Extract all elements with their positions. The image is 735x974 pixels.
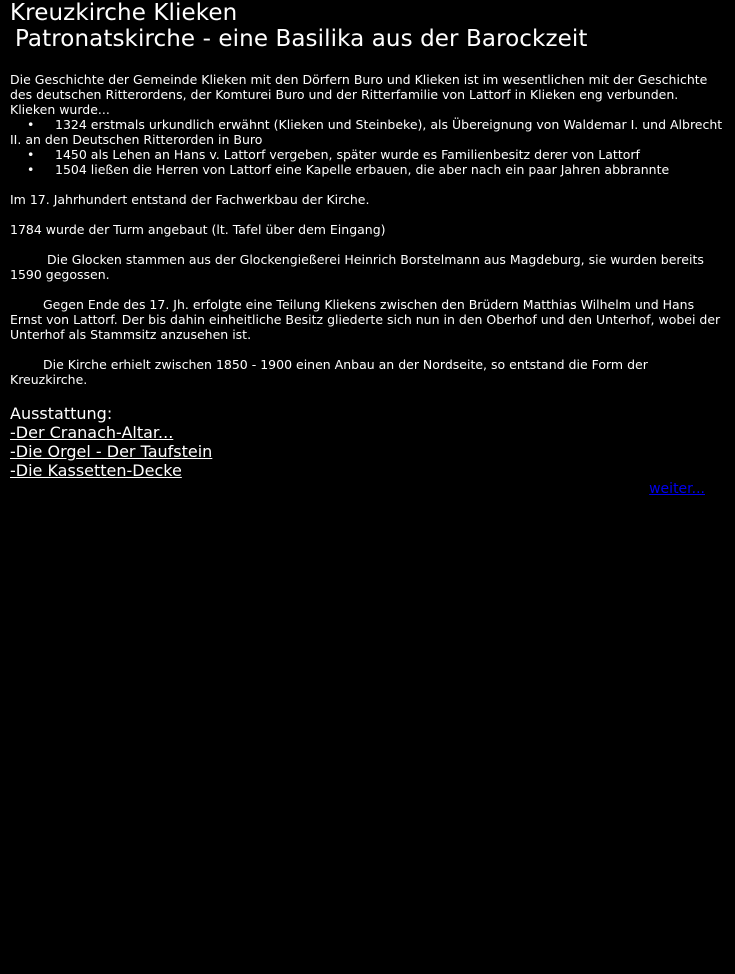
list-item (10, 162, 725, 177)
paragraph-glocken: Die Glocken stammen aus der Glockengießerei Heinrich Borstelmann aus Magdeburg, sie wurden bereits 1590 gegossen. (10, 252, 704, 282)
more-link-row (10, 480, 725, 499)
page-title (10, 0, 725, 52)
link-kassetten-decke[interactable]: -Die Kassetten-Decke (10, 461, 182, 480)
link-cranach-altar[interactable]: -Der Cranach-Altar... (10, 423, 174, 442)
title-main: Kreuzkirche Klieken (10, 0, 238, 26)
intro-lead: Klieken wurde... (10, 102, 110, 117)
list-item-text: 1504 ließen die Herren von Lattorf eine Kapelle erbauen, die aber nach ein paar Jahren abbrannte (55, 162, 670, 177)
paragraph-fachwerk: Im 17. Jahrhundert entstand der Fachwerkbau der Kirche. (10, 192, 370, 207)
bullet-icon: • (27, 147, 35, 162)
spacer (10, 207, 725, 222)
spacer (10, 237, 725, 252)
spacer (10, 177, 725, 192)
paragraph-teilung: Gegen Ende des 17. Jh. erfolgte eine Teilung Kliekens zwischen den Brüdern Matthias Wilhelm und Hans Ernst von Lattorf. Der bis dahin einheitliche Besitz gliederte sich nun in den Oberhof und den Unterhof, wobei der Unterhof als Stammsitz anzusehen ist. (10, 297, 721, 342)
spacer (10, 282, 725, 297)
list-item-text: 1324 erstmals urkundlich erwähnt (Klieken und Steinbeke), als Übereignung von Waldemar I. und Albrecht II. an den Deutschen Ritterorden in Buro (10, 117, 723, 147)
paragraph-turm: 1784 wurde der Turm angebaut (lt. Tafel über dem Eingang) (10, 222, 386, 237)
bullet-icon: • (27, 162, 35, 177)
bullet-icon: • (27, 117, 35, 132)
intro-paragraph: Die Geschichte der Gemeinde Klieken mit den Dörfern Buro und Klieken ist im wesentlichen mit der Geschichte des deutschen Ritterordens, der Komturei Buro und der Ritterfamilie von Lattorf in Klieken eng verbunden. (10, 72, 708, 102)
facts-list (10, 117, 725, 177)
paragraph-anbau: Die Kirche erhielt zwischen 1850 - 1900 einen Anbau an der Nordseite, so entstand die Form der Kreuzkirche. (10, 357, 648, 387)
title-subtitle: Patronatskirche - eine Basilika aus der Barockzeit (15, 26, 588, 52)
next-page-link[interactable]: weiter... (649, 481, 705, 497)
list-item-text: 1450 als Lehen an Hans v. Lattorf vergeben, später wurde es Familienbesitz derer von Lattorf (55, 147, 640, 162)
list-item (10, 117, 725, 147)
ausstattung-links (10, 423, 725, 480)
list-item (10, 147, 725, 162)
link-orgel-taufstein[interactable]: -Die Orgel - Der Taufstein (10, 442, 213, 461)
ausstattung-heading: Ausstattung: (10, 404, 113, 423)
spacer (10, 342, 725, 357)
intro-section (10, 72, 725, 177)
